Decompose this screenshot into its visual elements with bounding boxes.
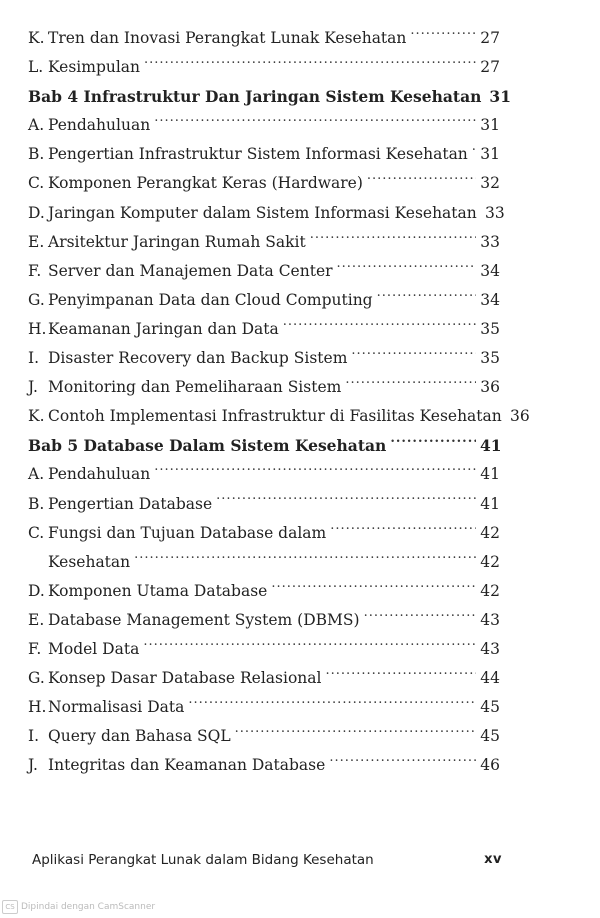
toc-entry-row [28,606,500,635]
toc-entry-marker: L. [28,58,44,77]
toc-page-number: 36 [510,407,530,426]
toc-entry-marker: H. [28,698,47,717]
toc-entry-marker: G. [28,669,45,688]
toc-entry-row [28,460,500,489]
toc-entry-row [28,664,500,693]
toc-entry-title: Query dan Bahasa SQL [48,727,231,746]
toc-page-number: 27 [480,58,500,77]
toc-entry-title: Komponen Utama Database [48,581,268,600]
toc-page-number: 27 [480,29,500,47]
toc-page-number: 31 [480,145,500,164]
toc-page-number: 46 [480,756,500,775]
toc-entry-title: Pendahuluan [48,116,151,135]
toc-entry-row [28,140,500,169]
toc-page-number: 44 [480,669,500,688]
toc-dot-leader [410,28,476,44]
toc-entry-marker: D. [28,581,45,600]
scanner-watermark [2,900,155,914]
toc-dot-leader [325,668,476,684]
toc-entry-row [28,257,500,286]
toc-dot-leader [144,57,476,73]
toc-dot-leader [283,318,476,334]
toc-entry-row [28,199,505,228]
toc-entry-marker: B. [28,145,45,164]
scanner-text: Dipindai dengan CamScanner [21,902,156,912]
toc-entry-marker: I. [28,349,40,368]
toc-entry-row [28,519,500,548]
toc-entry-row [28,548,500,577]
toc-entry-marker: C. [28,174,45,193]
toc-entry-title: Keamanan Jaringan dan Data [48,319,279,338]
toc-entry-row [28,402,530,431]
toc-entry-marker: A. [28,116,45,135]
toc-entry-marker: F. [28,639,42,658]
toc-dot-leader [188,697,476,713]
toc-entry-title: Database Management System (DBMS) [48,610,360,629]
toc-entry-title: Contoh Implementasi Infrastruktur di Fasilitas Kesehatan [48,407,502,426]
toc-page-number: 31 [489,87,511,107]
toc-entry-title: Komponen Perangkat Keras (Hardware) [48,174,363,193]
toc-page-number: 41 [480,494,500,513]
toc-dot-leader [154,464,476,480]
toc-entry-title: Server dan Manajemen Data Center [48,261,333,280]
toc-entry-row [28,373,500,402]
toc-page-number: 34 [480,261,500,280]
toc-page-number: 35 [480,319,500,338]
toc-entry-marker: C. [28,523,45,542]
toc-entry-row [28,693,500,722]
toc-dot-leader [310,231,476,247]
toc-page-number: 43 [480,639,500,658]
toc-entry-marker: K. [28,407,45,426]
toc-entry-marker: I. [28,727,40,746]
toc-dot-leader [345,377,476,393]
toc-entry-row [28,315,500,344]
toc-entry-marker: H. [28,319,47,338]
toc-entry-row [28,228,500,257]
toc-dot-leader [367,173,476,189]
toc-entry-title: Pendahuluan [48,465,151,484]
toc-entry-title: Arsitektur Jaringan Rumah Sakit [48,232,306,251]
toc-dot-leader [472,144,476,160]
camscanner-logo-icon: CS [2,900,18,914]
toc-entry-title: Normalisasi Data [48,698,185,717]
toc-dot-leader [154,115,476,131]
toc-entry-title: Disaster Recovery dan Backup Sistem [48,349,348,368]
toc-page-number: 34 [480,290,500,309]
footer-page-number: xv [484,852,502,867]
toc-page-number: 42 [480,552,500,571]
toc-entry-marker: D. [28,203,45,222]
toc-dot-leader [351,348,476,364]
toc-dot-leader [330,522,476,538]
toc-entry-row [28,751,500,780]
toc-dot-leader [337,260,476,276]
toc-page-number: 33 [480,232,500,251]
toc-entry-marker: B. [28,494,45,513]
toc-dot-leader [377,289,476,305]
toc-entry-marker: G. [28,290,45,309]
toc-entry-row [28,24,500,53]
toc-page-number: 36 [480,378,500,397]
toc-entry-title: Konsep Dasar Database Relasional [48,669,322,688]
toc-chapter-title: Bab 5 Database Dalam Sistem Kesehatan [28,436,387,456]
toc-dot-leader [364,609,476,625]
toc-entry-title: Fungsi dan Tujuan Database dalam [48,523,327,542]
toc-entry-marker: A. [28,465,45,484]
toc-dot-leader [329,755,476,771]
toc-page-number: 32 [480,174,500,193]
toc-entry-marker: E. [28,232,45,251]
toc-entry-title: Tren dan Inovasi Perangkat Lunak Kesehatan [48,29,407,47]
toc-entry-row [28,344,500,373]
toc-dot-leader [216,493,476,509]
toc-entry-row [28,169,500,198]
toc-dot-leader [143,638,476,654]
toc-chapter-row [28,431,500,460]
footer-book-title: Aplikasi Perangkat Lunak dalam Bidang Kesehatan [32,852,374,868]
toc-entry-row [28,577,500,606]
toc-chapter-row [28,82,511,111]
toc-entry-title: Pengertian Infrastruktur Sistem Informasi Kesehatan [48,145,468,164]
toc-page-number: 31 [480,116,500,135]
toc-page-number: 41 [480,436,502,456]
toc-entry-marker: J. [28,378,38,397]
toc-entry-marker: K. [28,29,45,47]
toc-entry-title: Integritas dan Keamanan Database [48,756,326,775]
toc-dot-leader [235,726,476,742]
toc-entry-marker: E. [28,610,45,629]
page-footer [32,852,502,868]
toc-entry-title: Pengertian Database [48,494,213,513]
toc-entry-row [28,635,500,664]
toc-page-number: 45 [480,727,500,746]
toc-page-number: 43 [480,610,500,629]
toc-dot-leader [271,580,476,596]
toc-entry-title: Kesimpulan [48,58,141,77]
toc-entry-row [28,111,500,140]
toc-entry-title: Kesehatan [48,552,131,571]
toc-entry-title: Jaringan Komputer dalam Sistem Informasi Kesehatan [48,203,477,222]
toc-entry-title: Penyimpanan Data dan Cloud Computing [48,290,373,309]
toc-dot-leader [390,436,476,452]
toc-entry-row [28,286,500,315]
toc-entry-marker: J. [28,756,38,775]
toc-entry-row [28,722,500,751]
toc-entry-marker: F. [28,261,42,280]
toc-page-number: 33 [485,203,505,222]
toc-page-number: 41 [480,465,500,484]
toc-page-number: 35 [480,349,500,368]
toc-page-number: 42 [480,523,500,542]
toc-chapter-title: Bab 4 Infrastruktur Dan Jaringan Sistem Kesehatan [28,87,482,107]
toc-dot-leader [134,551,476,567]
toc-entry-title: Monitoring dan Pemeliharaan Sistem [48,378,342,397]
toc-entry-row [28,53,500,82]
toc-page-number: 45 [480,698,500,717]
toc-page-number: 42 [480,581,500,600]
toc-entry-row [28,490,500,519]
toc-entry-title: Model Data [48,639,140,658]
table-of-contents [28,24,530,780]
